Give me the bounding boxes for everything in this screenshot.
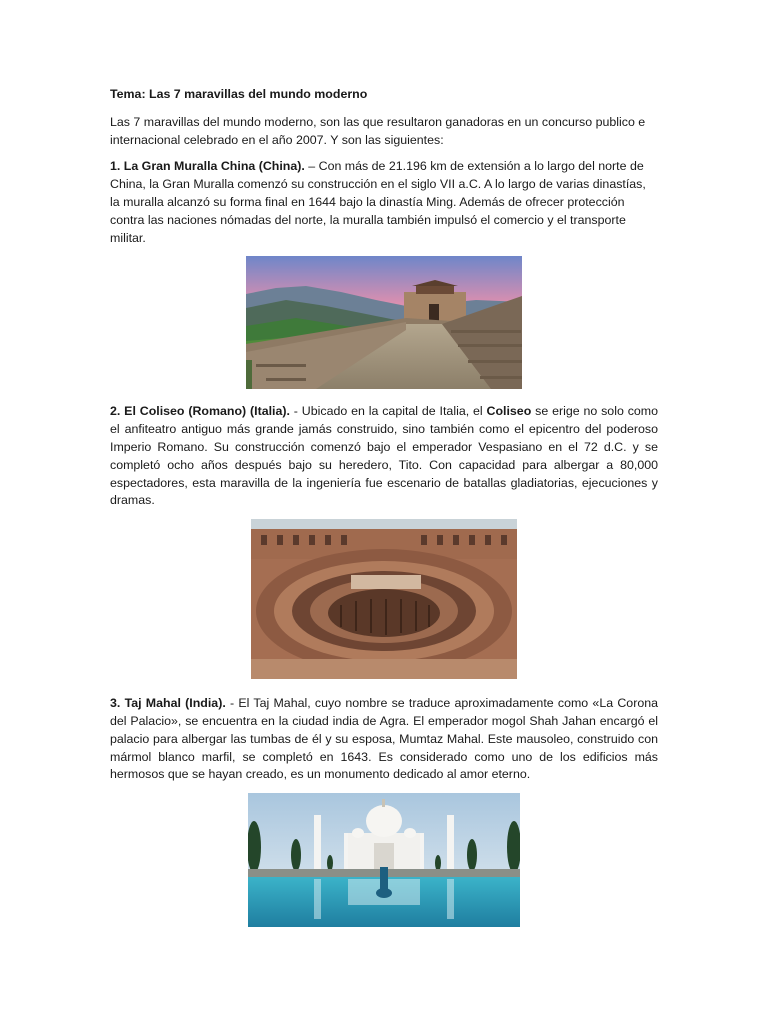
document-title: Tema: Las 7 maravillas del mundo moderno: [110, 87, 368, 101]
section-text-taj-mahal: - El Taj Mahal, cuyo nombre se traduce aproximadamente como «La Corona del Palacio», se encuentra en la ciudad india de Agra. El emperador mogol Shah Jahan encargó el palacio para albergar las tumbas de él y su esposa, Mumtaz Mahal. Este mausoleo, construido con mármol blanco marfil, se completó en 1643. Es considerado como uno de los edificios más hermosos que se hayan creado, es un monumento dedicado al amor eterno.: [110, 696, 658, 782]
document-body: [110, 86, 658, 927]
colosseum-photo: [251, 519, 517, 679]
section-great-wall: [110, 158, 658, 247]
section-colosseum: [110, 403, 658, 510]
section-text-colosseum-b: se erige no solo como el anfiteatro antiguo más grande jamás construido, sino también como el epicentro del poderoso Imperio Romano. Su construcción comenzó bajo el emperador Vespasiano en el 72 d.C. y se completó ocho años después bajo su heredero, Tito. Con capacidad para albergar a 80,000 espectadores, esta maravilla de la ingeniería fue escenario de batallas gladiatorias, ejecuciones y dramas.: [110, 404, 658, 508]
colosseum-keyword: Coliseo: [486, 404, 532, 419]
section-text-colosseum-a: - Ubicado en la capital de Italia, el: [289, 404, 487, 419]
section-heading-colosseum: 2. El Coliseo (Romano) (Italia).: [110, 404, 290, 419]
section-heading-great-wall: 1. La Gran Muralla China (China).: [110, 159, 305, 174]
section-text-great-wall: – Con más de 21.196 km de extensión a lo largo del norte de China, la Gran Muralla comenzó su construcción en el siglo VII a.C. A lo largo de varias dinastías, la muralla alcanzó su forma final en 1644 bajo la dinastía Ming. Además de ofrecer protección contra las naciones nómadas del norte, la muralla también impulsó el comercio y el transporte militar.: [110, 159, 646, 245]
intro-paragraph: Las 7 maravillas del mundo moderno, son las que resultaron ganadoras en un concurso publico e internacional celebrado en el año 2007. Y son las siguientes:: [110, 114, 646, 147]
section-heading-taj-mahal: 3. Taj Mahal (India).: [110, 696, 226, 711]
section-taj-mahal: [110, 695, 658, 784]
taj-mahal-photo: [248, 793, 520, 927]
great-wall-photo: [246, 256, 522, 389]
